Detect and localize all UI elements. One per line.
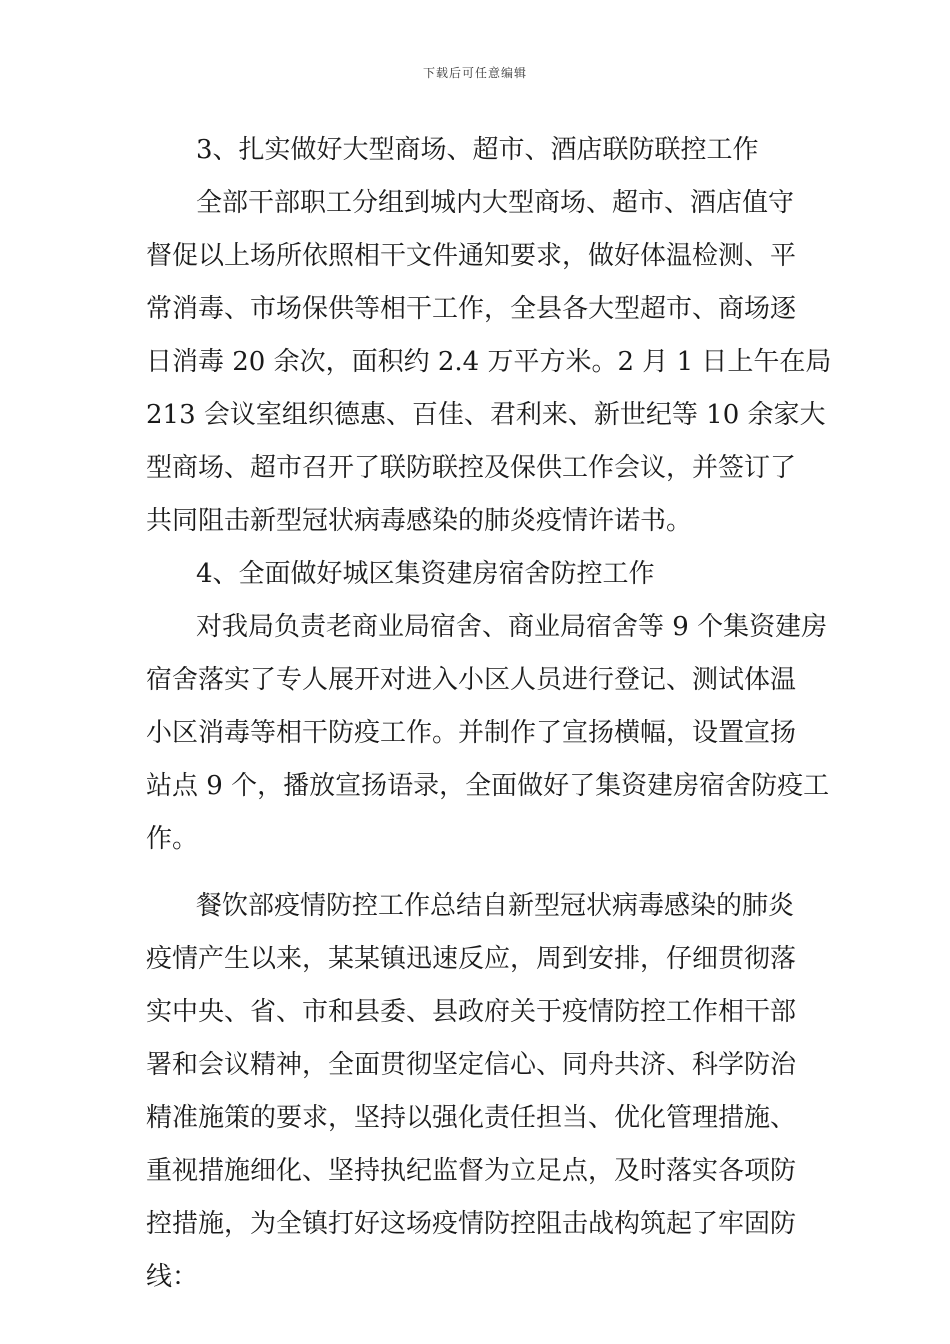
paragraph-line: 213 会议室组织德惠、百佳、君利来、新世纪等 10 余家大 [146,400,826,430]
paragraph-line: 作。 [146,824,199,854]
paragraph-line: 型商场、超市召开了联防联控及保供工作会议，并签订了 [146,453,797,483]
paragraph-line: 疫情产生以来，某某镇迅速反应，周到安排，仔细贯彻落 [146,944,797,974]
paragraph-line: 署和会议精神，全面贯彻坚定信心、同舟共济、科学防治 [146,1050,797,1080]
paragraph-line: 重视措施细化、坚持执纪监督为立足点，及时落实各项防 [146,1156,797,1186]
paragraph-gap [146,870,810,884]
paragraph-line: 餐饮部疫情防控工作总结自新型冠状病毒感染的肺炎 [196,891,795,921]
document-body [146,128,832,1308]
paragraph-line: 全部干部职工分组到城内大型商场、超市、酒店值守 [196,188,795,218]
paragraph-line: 站点 9 个，播放宣扬语录，全面做好了集资建房宿舍防疫工 [146,771,830,801]
page-header-note: 下载后可任意编辑 [422,66,527,80]
paragraph-line: 常消毒、市场保供等相干工作，全县各大型超市、商场逐 [146,294,797,324]
paragraph-line: 宿舍落实了专人展开对进入小区人员进行登记、测试体温 [146,665,797,695]
section-3-heading: 3、扎实做好大型商场、超市、酒店联防联控工作 [196,135,759,165]
paragraph-line: 实中央、省、市和县委、县政府关于疫情防控工作相干部 [146,997,797,1027]
paragraph-line: 精准施策的要求，坚持以强化责任担当、优化管理措施、 [146,1103,797,1133]
paragraph-line: 督促以上场所依照相干文件通知要求，做好体温检测、平 [146,241,797,271]
paragraph-line: 共同阻击新型冠状病毒感染的肺炎疫情许诺书。 [146,506,693,536]
paragraph-line: 控措施，为全镇打好这场疫情防控阻击战构筑起了牢固防 [146,1209,797,1239]
paragraph-line: 小区消毒等相干防疫工作。并制作了宣扬横幅，设置宣扬 [146,718,797,748]
paragraph-line: 日消毒 20 余次，面积约 2.4 万平方米。2 月 1 日上午在局 [146,347,832,377]
paragraph-line: 对我局负责老商业局宿舍、商业局宿舍等 9 个集资建房 [196,612,828,642]
section-4-heading: 4、全面做好城区集资建房宿舍防控工作 [196,559,655,589]
paragraph-line: 线： [146,1262,199,1292]
